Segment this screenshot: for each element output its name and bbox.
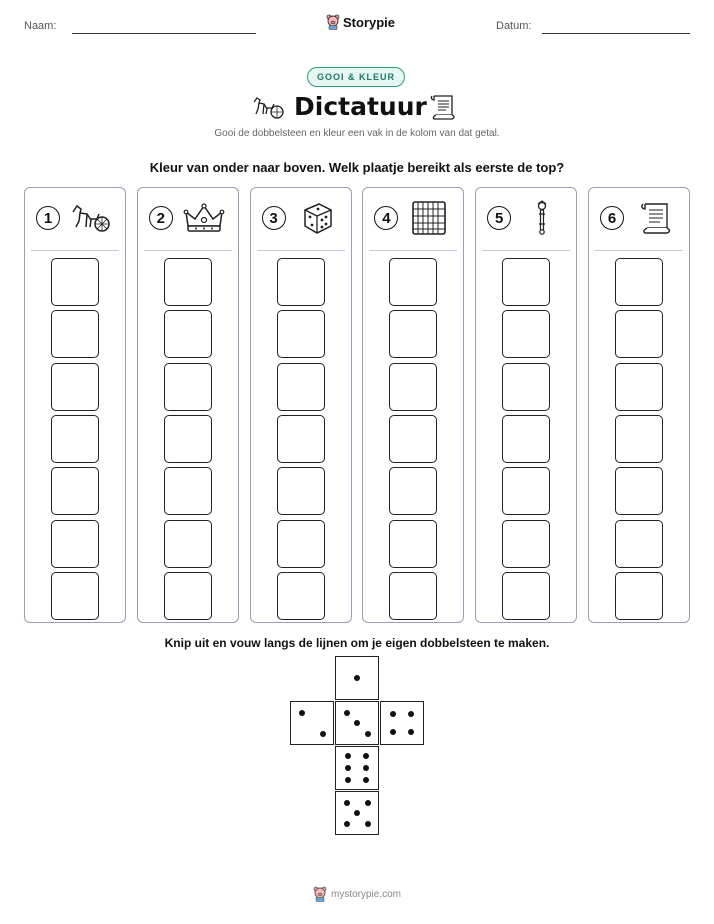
color-cell[interactable] — [164, 467, 212, 515]
die-pip — [344, 821, 350, 827]
die-net — [290, 656, 424, 835]
die-face-2 — [290, 701, 334, 745]
brand-name: Storypie — [343, 14, 396, 30]
color-cell[interactable] — [389, 363, 437, 411]
color-cell[interactable] — [502, 467, 550, 515]
color-cell[interactable] — [615, 310, 663, 358]
color-cell[interactable] — [615, 572, 663, 620]
footer-url: mystorypie.com — [330, 888, 401, 900]
column-6 — [588, 187, 690, 623]
die-pip — [363, 777, 369, 783]
activity-badge: GOOI & KLEUR — [307, 67, 405, 87]
color-cell[interactable] — [277, 572, 325, 620]
decree-scroll-icon — [633, 200, 677, 236]
color-cell[interactable] — [389, 310, 437, 358]
pig-mascot-icon — [326, 14, 340, 30]
date-label: Datum: — [496, 20, 532, 32]
color-cell[interactable] — [389, 572, 437, 620]
color-cell[interactable] — [615, 258, 663, 306]
die-pip — [363, 753, 369, 759]
horse-chariot-icon — [250, 94, 286, 120]
horse-chariot-icon — [69, 200, 113, 236]
color-cell[interactable] — [51, 572, 99, 620]
cut-instruction: Knip uit en vouw langs de lijnen om je eigen dobbelsteen te maken. — [164, 636, 550, 650]
die-face-6 — [335, 746, 379, 790]
die-pip — [365, 800, 371, 806]
color-cell[interactable] — [615, 415, 663, 463]
die-pip — [408, 729, 414, 735]
color-cell[interactable] — [277, 467, 325, 515]
brand-logo — [326, 14, 395, 30]
crown-icon — [182, 200, 226, 236]
die-pip — [345, 777, 351, 783]
column-number: 5 — [487, 206, 511, 230]
page-title: Dictatuur — [294, 92, 427, 121]
die-face-1 — [335, 656, 379, 700]
die-pip — [390, 711, 396, 717]
die-pip — [344, 710, 350, 716]
color-cell[interactable] — [615, 467, 663, 515]
die-pip — [344, 800, 350, 806]
name-label: Naam: — [24, 20, 57, 32]
color-cell[interactable] — [277, 258, 325, 306]
column-5 — [475, 187, 577, 623]
subtitle: Gooi de dobbelsteen en kleur een vak in de kolom van dat getal. — [214, 128, 500, 139]
die-face-5 — [335, 791, 379, 835]
die-pip — [363, 765, 369, 771]
color-cell[interactable] — [389, 520, 437, 568]
column-divider — [31, 250, 119, 251]
color-cell[interactable] — [164, 415, 212, 463]
color-cell[interactable] — [164, 520, 212, 568]
color-cell[interactable] — [389, 415, 437, 463]
die-face-4 — [380, 701, 424, 745]
color-cell[interactable] — [51, 467, 99, 515]
color-cell[interactable] — [615, 363, 663, 411]
color-cell[interactable] — [164, 310, 212, 358]
column-number: 6 — [600, 206, 624, 230]
decree-scroll-icon — [428, 93, 458, 121]
die-pip — [354, 720, 360, 726]
color-cell[interactable] — [277, 415, 325, 463]
die-face-3 — [335, 701, 379, 745]
footer — [0, 886, 714, 902]
die-pip — [354, 675, 360, 681]
die-pip — [408, 711, 414, 717]
column-divider — [369, 250, 457, 251]
color-cell[interactable] — [164, 363, 212, 411]
color-cell[interactable] — [51, 363, 99, 411]
date-line — [542, 33, 690, 34]
color-cell[interactable] — [502, 415, 550, 463]
die-pip — [390, 729, 396, 735]
pig-mascot-icon — [313, 886, 327, 902]
die-pip — [299, 710, 305, 716]
die-pip — [365, 731, 371, 737]
color-cell[interactable] — [502, 572, 550, 620]
color-cell[interactable] — [502, 258, 550, 306]
column-3 — [250, 187, 352, 623]
prison-bars-icon — [407, 200, 451, 236]
color-cell[interactable] — [389, 258, 437, 306]
column-1 — [24, 187, 126, 623]
color-cell[interactable] — [277, 310, 325, 358]
column-number: 3 — [262, 206, 286, 230]
column-divider — [482, 250, 570, 251]
die-pip — [354, 810, 360, 816]
column-number: 4 — [374, 206, 398, 230]
color-cell[interactable] — [51, 520, 99, 568]
column-4 — [362, 187, 464, 623]
color-cell[interactable] — [51, 258, 99, 306]
color-cell[interactable] — [502, 520, 550, 568]
die-pip — [345, 753, 351, 759]
color-cell[interactable] — [615, 520, 663, 568]
dice-icon — [295, 200, 339, 236]
die-pip — [345, 765, 351, 771]
color-cell[interactable] — [389, 467, 437, 515]
color-cell[interactable] — [277, 363, 325, 411]
instruction: Kleur van onder naar boven. Welk plaatje bereikt als eerste de top? — [149, 160, 565, 175]
column-number: 1 — [36, 206, 60, 230]
color-cell[interactable] — [164, 572, 212, 620]
column-number: 2 — [149, 206, 173, 230]
die-pip — [365, 821, 371, 827]
die-pip — [320, 731, 326, 737]
column-divider — [595, 250, 683, 251]
color-cell[interactable] — [164, 258, 212, 306]
color-cell[interactable] — [502, 363, 550, 411]
color-cell[interactable] — [277, 520, 325, 568]
color-cell[interactable] — [51, 415, 99, 463]
color-cell[interactable] — [51, 310, 99, 358]
name-line — [72, 33, 256, 34]
scepter-icon — [520, 200, 564, 236]
column-divider — [257, 250, 345, 251]
color-cell[interactable] — [502, 310, 550, 358]
race-columns — [24, 187, 690, 623]
column-divider — [144, 250, 232, 251]
column-2 — [137, 187, 239, 623]
